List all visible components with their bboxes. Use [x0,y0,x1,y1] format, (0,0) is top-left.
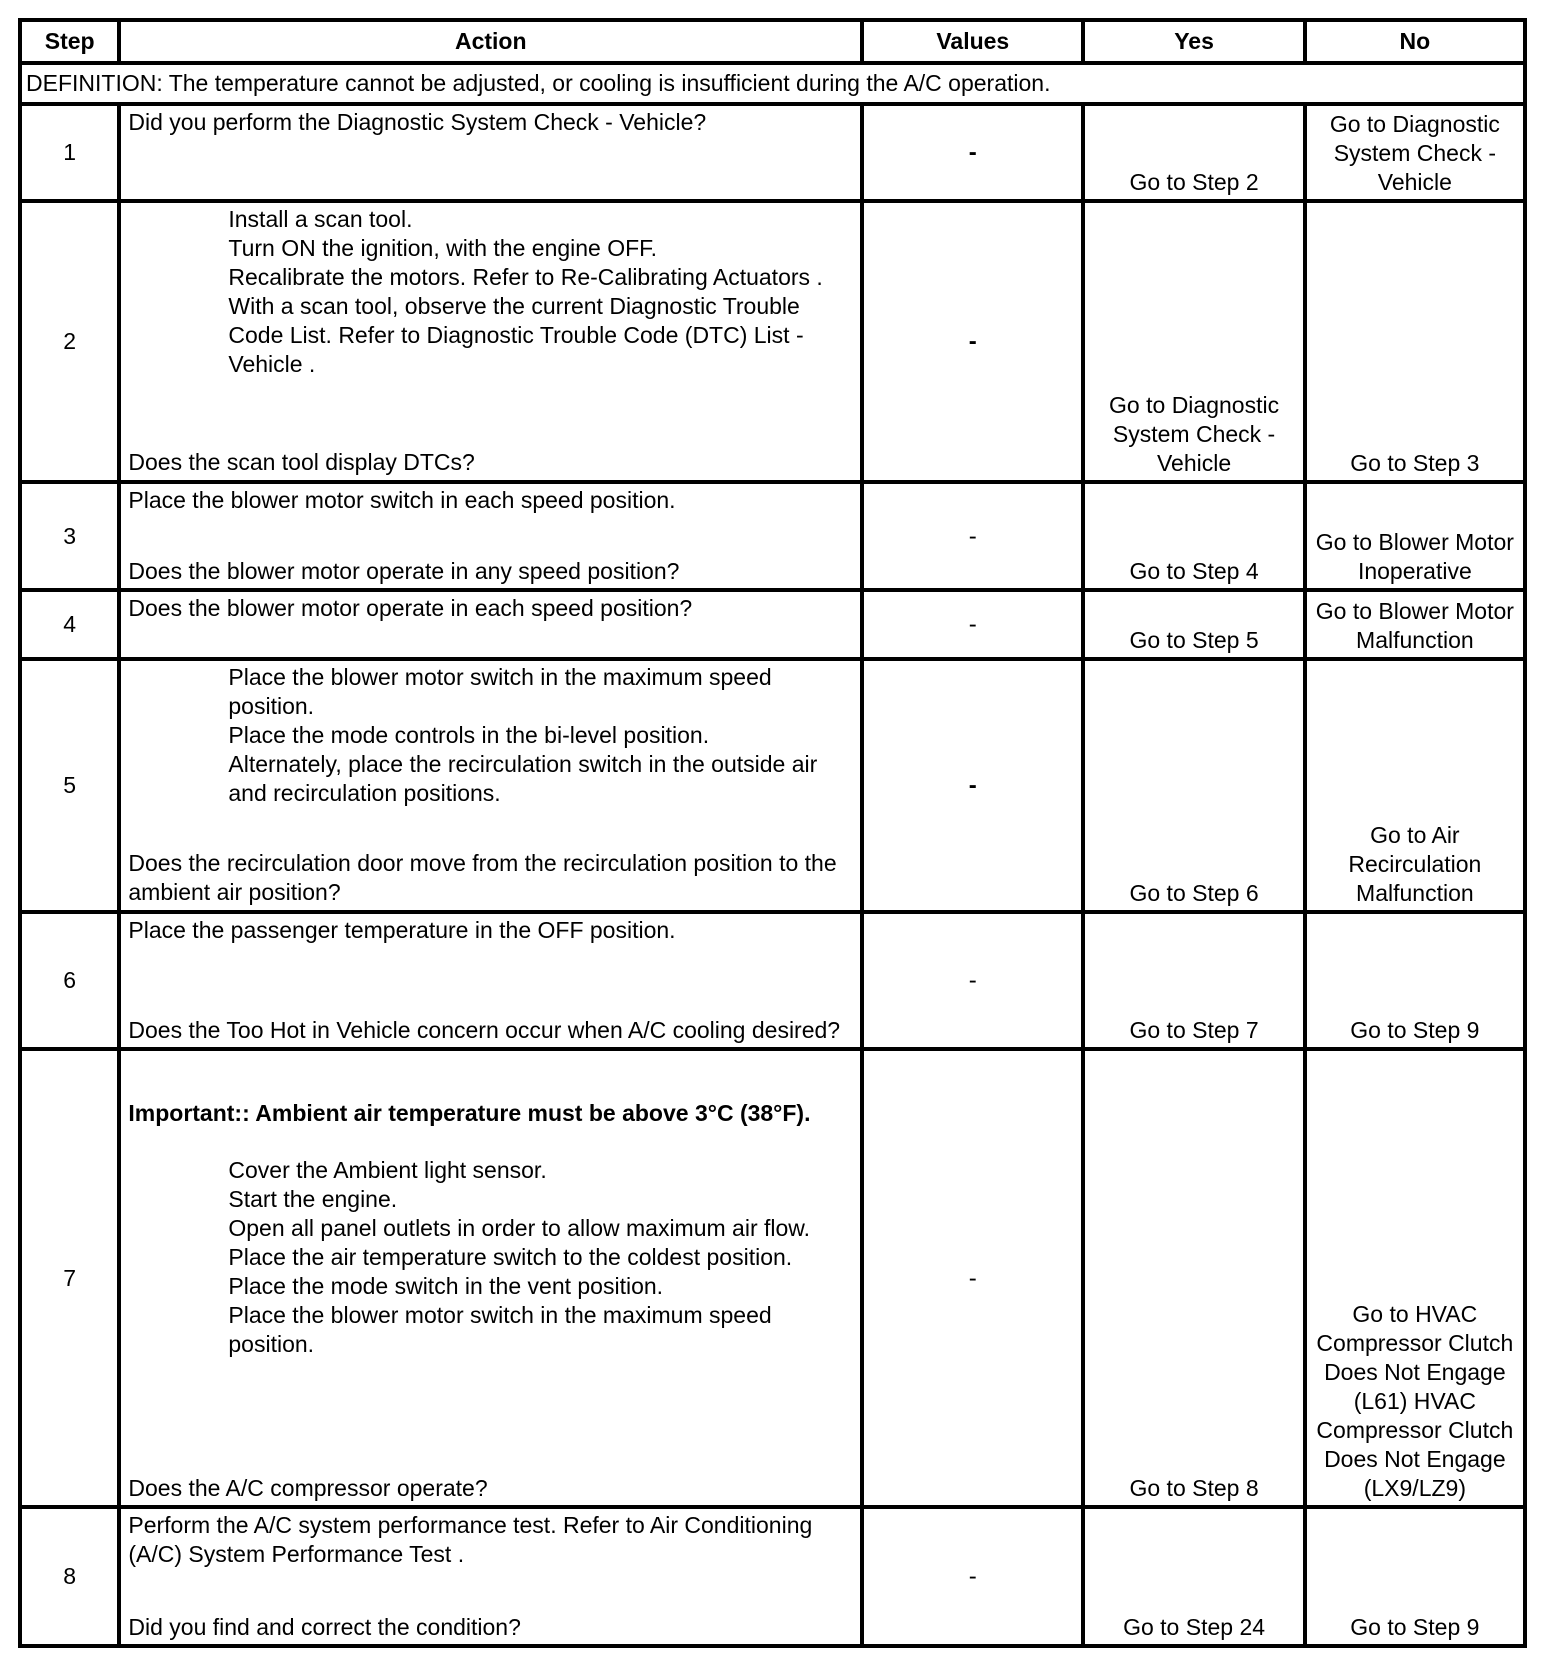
instruction-item: Place the mode controls in the bi-level position. [228,722,710,748]
yes-cell: Go to Step 2 [1083,104,1304,201]
values-cell: - [862,659,1083,912]
values-cell: - [862,1049,1083,1507]
action-question: Does the blower motor operate in each speed position? [128,595,693,621]
action-instructions [128,663,853,808]
step-number: 3 [20,482,119,590]
instruction-item: With a scan tool, observe the current Diagnostic Trouble Code List. Refer to Diagnostic Trouble Code (DTC) List - Vehicle . [228,293,804,377]
definition-row [20,63,1525,104]
step-number: 6 [20,912,119,1049]
header-step: Step [20,20,119,63]
action-question: Did you perform the Diagnostic System Check - Vehicle? [128,109,707,135]
action-question: Did you find and correct the condition? [128,1614,521,1640]
header-yes: Yes [1083,20,1304,63]
table-row [20,482,1525,590]
header-no: No [1305,20,1525,63]
important-note: Important:: Ambient air temperature must be above 3°C (38°F). [128,1100,811,1126]
values-cell: - [862,590,1083,659]
table-row [20,590,1525,659]
instruction-item: Cover the Ambient light sensor. [228,1157,547,1183]
action-intro: Place the passenger temperature in the OFF position. [128,917,676,943]
table-row [20,201,1525,482]
action-cell [119,1049,862,1507]
yes-cell: Go to Step 4 [1083,482,1304,590]
step-number: 7 [20,1049,119,1507]
table-row [20,659,1525,912]
diagnostic-table [18,18,1527,1648]
values-cell: - [862,104,1083,201]
instruction-item: Place the blower motor switch in the maximum speed position. [228,1302,772,1357]
header-action: Action [119,20,862,63]
values-cell: - [862,201,1083,482]
action-intro: Place the blower motor switch in each speed position. [128,487,676,513]
yes-cell: Go to Step 24 [1083,1507,1304,1646]
action-cell [119,482,862,590]
values-cell: - [862,482,1083,590]
yes-cell: Go to Diagnostic System Check - Vehicle [1083,201,1304,482]
definition-text: DEFINITION: The temperature cannot be adjusted, or cooling is insufficient during the A/C operation. [20,63,1525,104]
action-question: Does the Too Hot in Vehicle concern occur when A/C cooling desired? [128,1017,841,1043]
instruction-item: Turn ON the ignition, with the engine OFF. [228,235,658,261]
instruction-item: Install a scan tool. [228,206,413,232]
action-cell [119,912,862,1049]
table-row [20,104,1525,201]
no-cell: Go to Blower Motor Malfunction [1305,590,1525,659]
action-cell [119,1507,862,1646]
values-cell: - [862,912,1083,1049]
no-cell: Go to Blower Motor Inoperative [1305,482,1525,590]
step-number: 2 [20,201,119,482]
action-question: Does the scan tool display DTCs? [128,449,475,475]
action-question: Does the A/C compressor operate? [128,1475,488,1501]
header-values: Values [862,20,1083,63]
step-number: 1 [20,104,119,201]
instruction-item: Recalibrate the motors. Refer to Re-Calibrating Actuators . [228,264,823,290]
step-number: 4 [20,590,119,659]
no-cell: Go to HVAC Compressor Clutch Does Not Engage (L61) HVAC Compressor Clutch Does Not Engage (LX9/LZ9) [1305,1049,1525,1507]
table-row [20,1049,1525,1507]
diagnostic-table-document [18,18,1527,1656]
action-intro: Perform the A/C system performance test. Refer to Air Conditioning (A/C) System Performance Test . [128,1512,813,1567]
action-cell [119,201,862,482]
yes-cell: Go to Step 6 [1083,659,1304,912]
action-cell [119,104,862,201]
action-cell [119,590,862,659]
no-cell: Go to Step 9 [1305,1507,1525,1646]
yes-cell: Go to Step 7 [1083,912,1304,1049]
no-cell: Go to Step 3 [1305,201,1525,482]
header-row [20,20,1525,63]
table-row [20,912,1525,1049]
action-question: Does the blower motor operate in any speed position? [128,558,680,584]
action-cell [119,659,862,912]
no-cell: Go to Step 9 [1305,912,1525,1049]
action-instructions [128,205,853,379]
yes-cell: Go to Step 8 [1083,1049,1304,1507]
instruction-item: Alternately, place the recirculation switch in the outside air and recirculation positions. [228,751,818,806]
instruction-item: Place the air temperature switch to the coldest position. [228,1244,793,1270]
instruction-item: Place the blower motor switch in the maximum speed position. [228,664,772,719]
action-question: Does the recirculation door move from the recirculation position to the ambient air position? [128,850,837,905]
instruction-item: Place the mode switch in the vent position. [228,1273,664,1299]
no-cell: Go to Diagnostic System Check - Vehicle [1305,104,1525,201]
step-number: 8 [20,1507,119,1646]
yes-cell: Go to Step 5 [1083,590,1304,659]
values-cell: - [862,1507,1083,1646]
step-number: 5 [20,659,119,912]
no-cell: Go to Air Recirculation Malfunction [1305,659,1525,912]
instruction-item: Start the engine. [228,1186,398,1212]
instruction-item: Open all panel outlets in order to allow maximum air flow. [228,1215,811,1241]
table-row [20,1507,1525,1646]
action-instructions [128,1156,853,1359]
